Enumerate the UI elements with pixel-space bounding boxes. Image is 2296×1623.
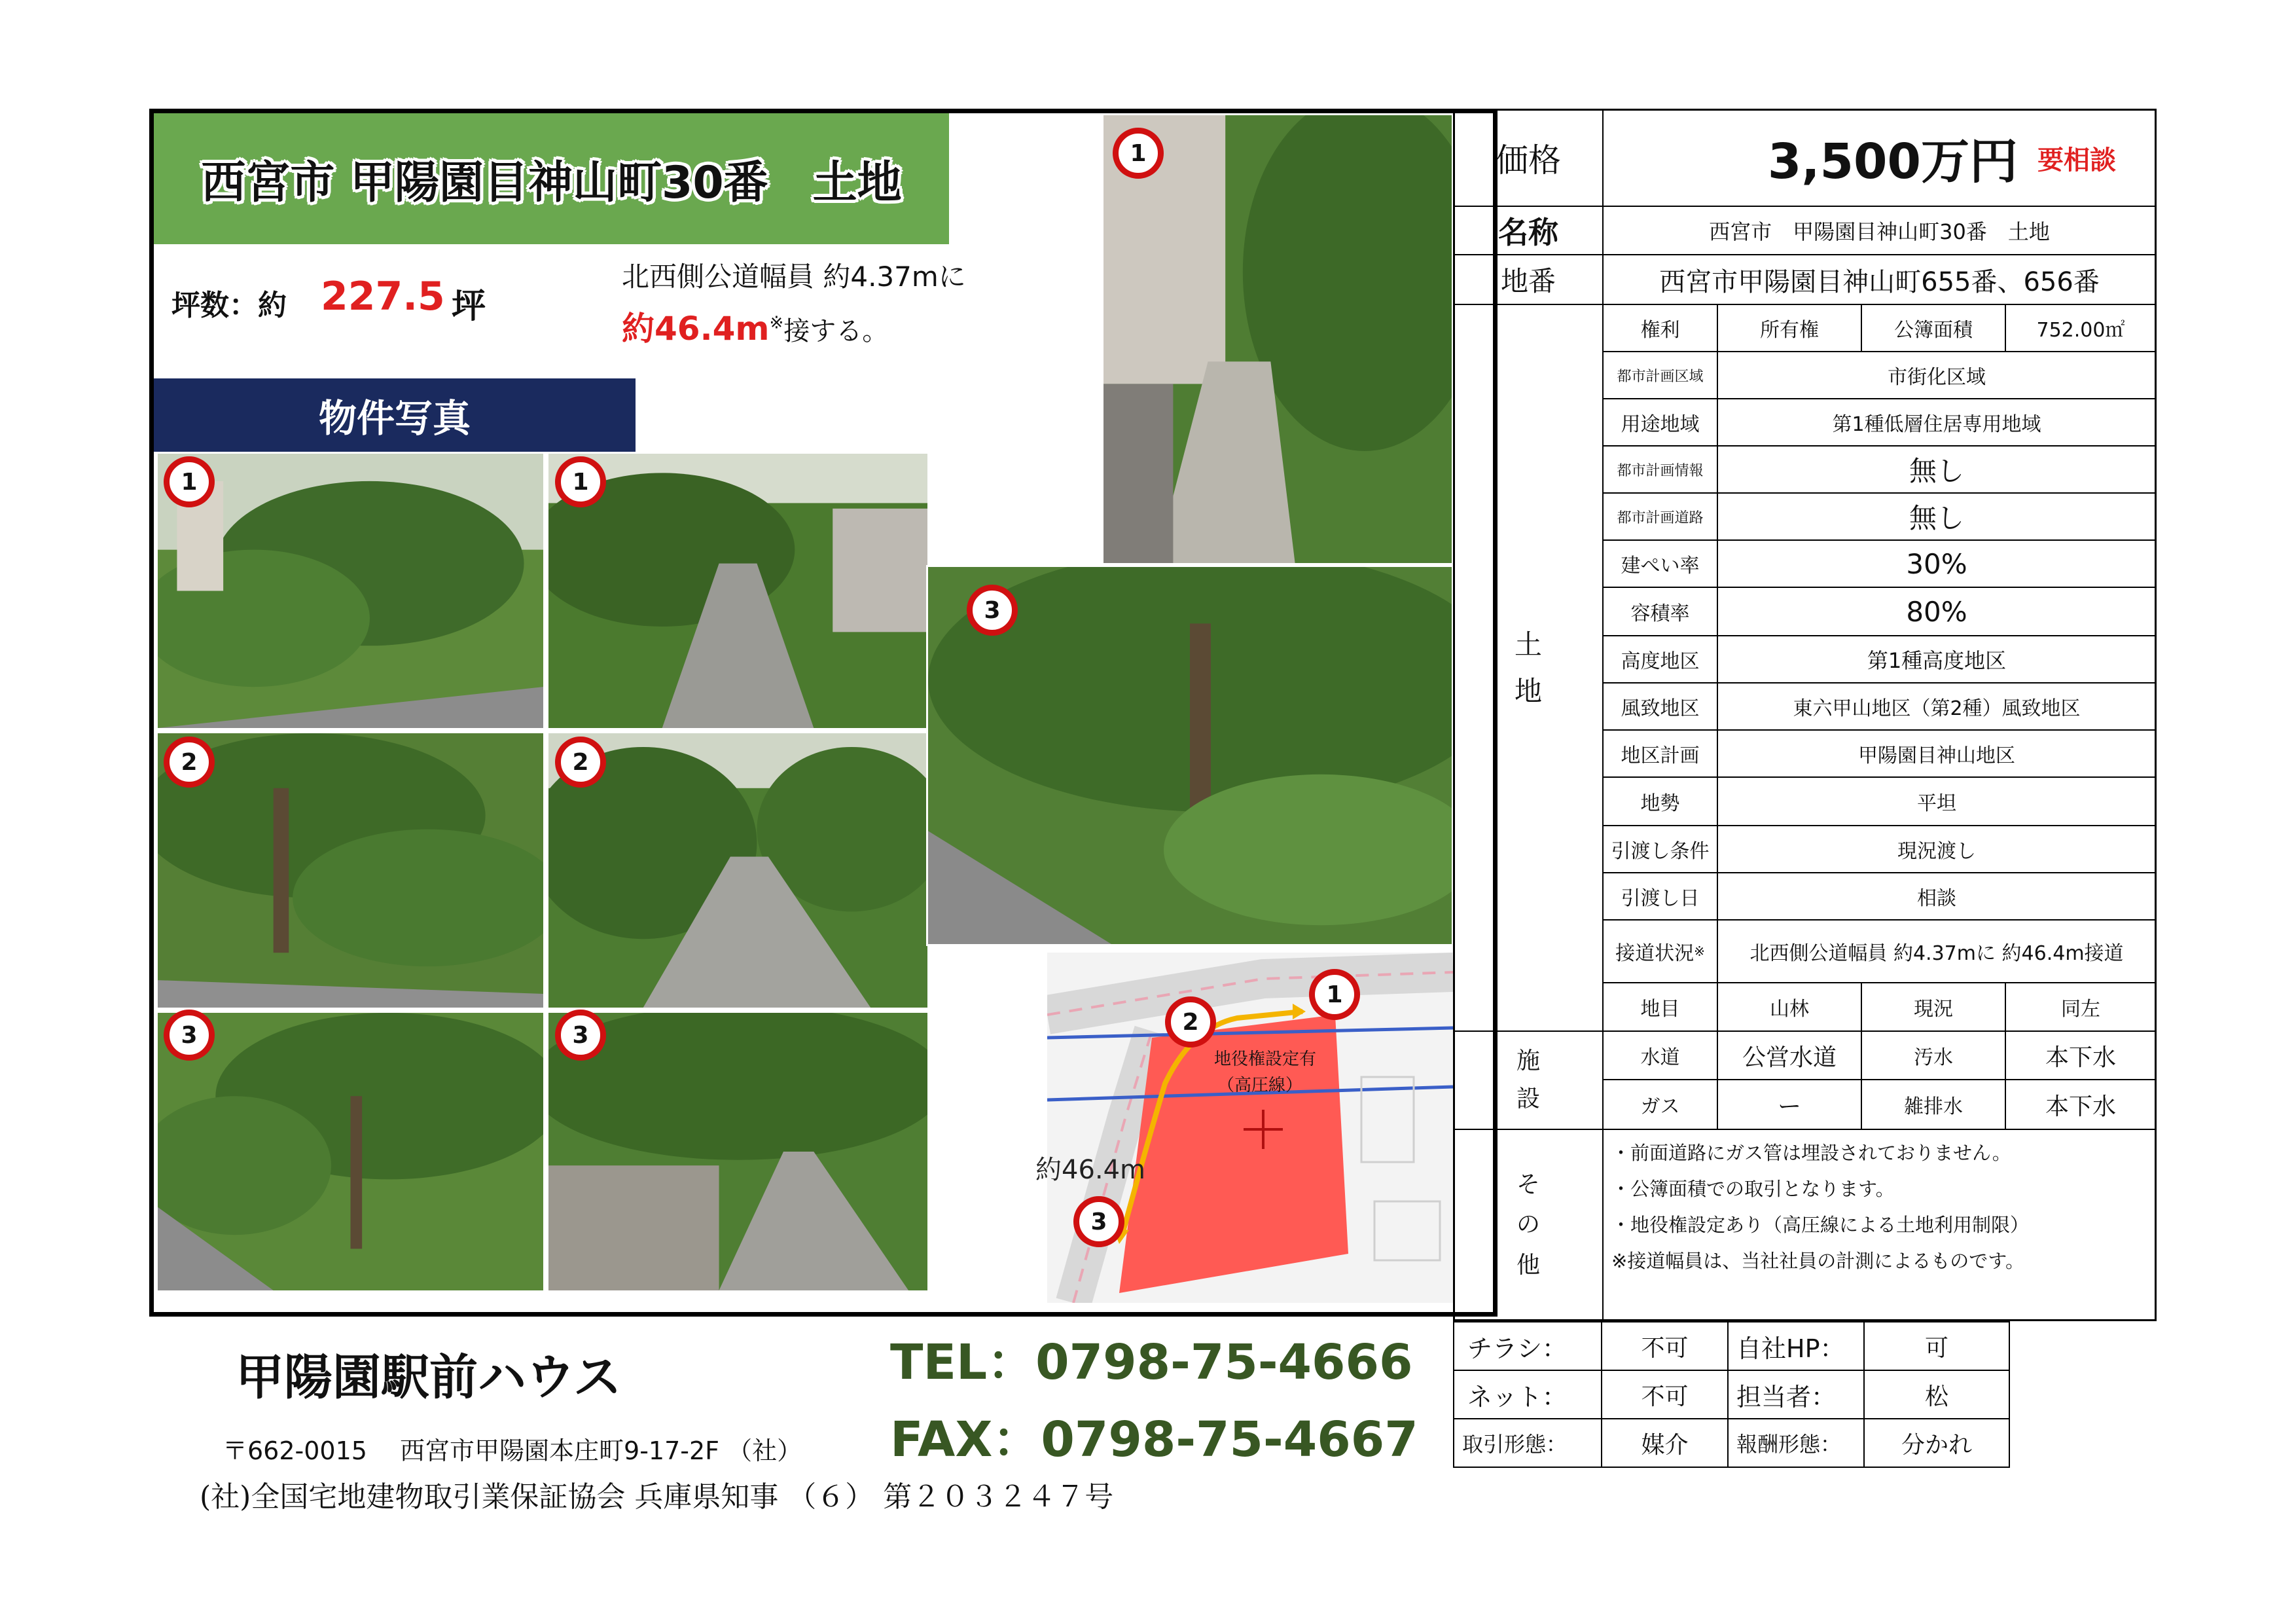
deal-label: 取引形態： xyxy=(1453,1418,1602,1468)
drain-value: 本下水 xyxy=(2005,1079,2157,1130)
other-note: ・公簿面積での取引となります。 xyxy=(1611,1178,1895,1201)
other-note: ・地役権設定あり（高圧線による土地利用制限） xyxy=(1611,1214,2030,1237)
tsubo-label: 坪数：約 xyxy=(171,289,287,322)
price-label: 価格 xyxy=(1453,109,1604,207)
row-label-terrain: 地勢 xyxy=(1602,776,1718,826)
lot-label: 地番 xyxy=(1453,254,1604,305)
row-value-coverage-ratio: 30% xyxy=(1717,539,2157,588)
water-label: 水道 xyxy=(1602,1030,1718,1080)
row-value-zoning: 第1種低層住居専用地域 xyxy=(1717,398,2157,447)
land-section-label: 土 地 xyxy=(1453,304,1604,1032)
row-label-delivery-date: 引渡し日 xyxy=(1602,872,1718,921)
flyer-value: 不可 xyxy=(1601,1321,1729,1371)
other-note: ・前面道路にガス管は埋設されておりません。 xyxy=(1611,1142,2011,1164)
company-name: 甲陽園駅前ハウス xyxy=(236,1349,622,1406)
photo-marker: 3 xyxy=(555,1010,606,1061)
company-address: 〒662-0015 西宮市甲陽園本庄町9-17-2F （社） xyxy=(223,1436,802,1465)
road-info-tail: 接する。 xyxy=(783,316,889,346)
row-value-height-district: 第1種高度地区 xyxy=(1717,635,2157,684)
row-value-city-planning-area: 市街化区域 xyxy=(1717,351,2157,399)
chimoku-label: 地目 xyxy=(1602,982,1718,1032)
row-label-height-district: 高度地区 xyxy=(1602,635,1718,684)
property-photo xyxy=(156,731,545,1010)
row-label-delivery-condition: 引渡し条件 xyxy=(1602,825,1718,873)
site-map-drawing xyxy=(1047,953,1453,1303)
road-access-label: 接道状況 xyxy=(1615,942,1695,965)
row-value-scenic-district: 東六甲山地区（第2種）風致地区 xyxy=(1717,682,2157,731)
net-value: 不可 xyxy=(1601,1370,1729,1419)
name-label: 名称 xyxy=(1453,206,1604,255)
other-section-label: そ の 他 xyxy=(1453,1129,1604,1321)
fax-number: FAX：0798-75-4667 xyxy=(890,1412,1418,1468)
genkyo-value: 同左 xyxy=(2005,982,2157,1032)
photo-marker: 1 xyxy=(164,456,215,507)
flyer-label: チラシ： xyxy=(1453,1321,1602,1371)
hp-value: 可 xyxy=(1863,1321,2010,1371)
fee-label: 報酬形態： xyxy=(1727,1418,1865,1468)
other-note: ※接道幅員は、当社社員の計測によるものです。 xyxy=(1611,1250,2024,1273)
gas-value: ー xyxy=(1717,1079,1862,1130)
price-note: 要相談 xyxy=(2037,145,2116,175)
photo-marker: 1 xyxy=(555,456,606,507)
property-photo xyxy=(547,731,929,1010)
sewage-label: 汚水 xyxy=(1861,1030,2006,1080)
price-value: 3,500万円 xyxy=(1767,134,2018,190)
staff-value: 松 xyxy=(1863,1370,2010,1419)
property-photo xyxy=(156,452,545,730)
area-label: 公簿面積 xyxy=(1861,304,2006,352)
deal-value: 媒介 xyxy=(1601,1418,1729,1468)
row-value-delivery-date: 相談 xyxy=(1717,872,2157,921)
row-label-scenic-district: 風致地区 xyxy=(1602,682,1718,731)
tsubo-unit: 坪 xyxy=(452,287,486,326)
property-photo xyxy=(1102,113,1454,565)
property-photo xyxy=(156,1011,545,1292)
area-value: 752.00㎡ xyxy=(2005,304,2157,352)
row-value-road-access: 北西側公道幅員 約4.37mに 約46.4m接道 xyxy=(1717,919,2157,983)
price-cell xyxy=(1602,109,2157,207)
map-marker: 2 xyxy=(1165,996,1216,1048)
property-title: 西宮市 甲陽園目神山町30番 土地 xyxy=(201,156,902,209)
row-label-district-plan: 地区計画 xyxy=(1602,729,1718,778)
photo-marker: 2 xyxy=(555,737,606,788)
distance-label: 約46.4m xyxy=(1035,1155,1146,1185)
row-value-terrain: 平坦 xyxy=(1717,776,2157,826)
lot-value: 西宮市甲陽園目神山町655番、656番 xyxy=(1602,254,2157,305)
net-label: ネット： xyxy=(1453,1370,1602,1419)
drain-label: 雑排水 xyxy=(1861,1079,2006,1130)
road-length: 約46.4m xyxy=(622,310,770,348)
road-info-line2 xyxy=(622,302,888,350)
photo-marker: 1 xyxy=(1113,128,1164,179)
row-value-city-planning-road: 無し xyxy=(1717,492,2157,541)
rights-value: 所有権 xyxy=(1717,304,1862,352)
road-access-note: ※ xyxy=(1694,943,1705,959)
map-marker: 1 xyxy=(1309,969,1360,1020)
other-notes xyxy=(1602,1129,2157,1321)
row-label-coverage-ratio: 建ぺい率 xyxy=(1602,539,1718,588)
row-label-city-planning-info: 都市計画情報 xyxy=(1602,445,1718,494)
fee-value: 分かれ xyxy=(1863,1418,2010,1468)
facilities-section-label: 施 設 xyxy=(1453,1030,1604,1130)
rights-label: 権利 xyxy=(1602,304,1718,352)
row-value-floor-area-ratio: 80% xyxy=(1717,587,2157,636)
property-photo xyxy=(547,1011,929,1292)
photo-marker: 3 xyxy=(164,1010,215,1061)
staff-label: 担当者： xyxy=(1727,1370,1865,1419)
site-map xyxy=(1047,953,1453,1303)
row-label-city-planning-road: 都市計画道路 xyxy=(1602,492,1718,541)
name-value: 西宮市 甲陽園目神山町30番 土地 xyxy=(1602,206,2157,255)
chimoku-value: 山林 xyxy=(1717,982,1862,1032)
property-photo xyxy=(547,452,929,730)
map-marker: 3 xyxy=(1073,1196,1124,1247)
tel-number: TEL：0798-75-4666 xyxy=(890,1334,1413,1391)
road-note-mark: ※ xyxy=(769,313,784,333)
license-info: (社)全国宅地建物取引業保証協会 兵庫県知事 （６） 第２０３２４７号 xyxy=(200,1480,1114,1514)
easement-label: 地役権設定有 xyxy=(1214,1049,1317,1069)
row-label-zoning: 用途地域 xyxy=(1602,398,1718,447)
photo-section-title: 物件写真 xyxy=(154,378,636,452)
gas-label: ガス xyxy=(1602,1079,1718,1130)
row-label-city-planning-area: 都市計画区域 xyxy=(1602,351,1718,399)
road-info-line1: 北西側公道幅員 約4.37mに xyxy=(622,261,966,293)
row-value-district-plan: 甲陽園目神山地区 xyxy=(1717,729,2157,778)
row-value-delivery-condition: 現況渡し xyxy=(1717,825,2157,873)
sewage-value: 本下水 xyxy=(2005,1030,2157,1080)
easement-sub: （高圧線） xyxy=(1217,1076,1303,1095)
row-label-floor-area-ratio: 容積率 xyxy=(1602,587,1718,636)
row-value-city-planning-info: 無し xyxy=(1717,445,2157,494)
hp-label: 自社HP： xyxy=(1727,1321,1865,1371)
photo-marker: 2 xyxy=(164,737,215,788)
photo-marker: 3 xyxy=(967,585,1018,636)
water-value: 公営水道 xyxy=(1717,1030,1862,1080)
row-label-road-access xyxy=(1602,919,1718,983)
tsubo-value: 227.5 xyxy=(321,274,445,319)
genkyo-label: 現況 xyxy=(1861,982,2006,1032)
